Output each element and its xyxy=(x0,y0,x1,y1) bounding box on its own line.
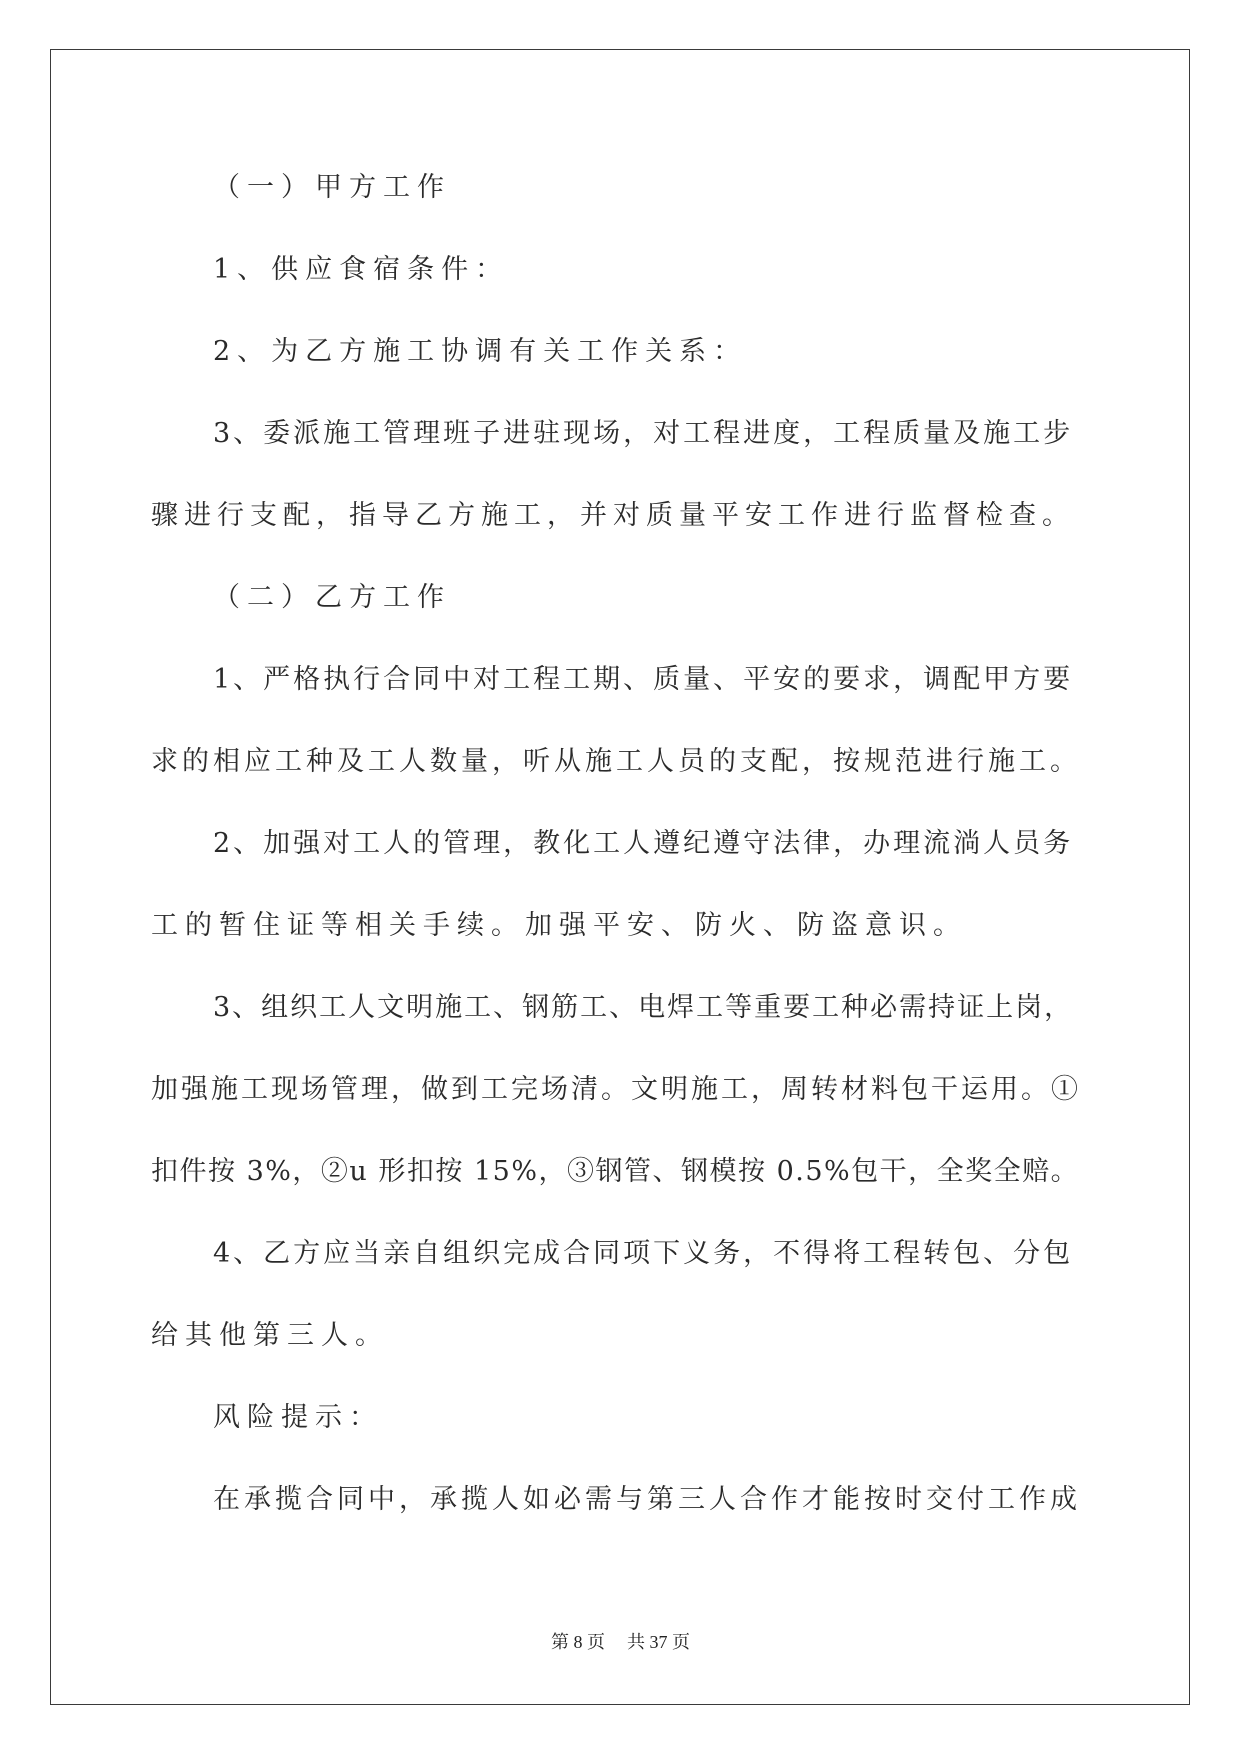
paragraph-line: 加强施工现场管理，做到工完场清。文明施工，周转材料包干运用。① xyxy=(151,1074,1081,1105)
paragraph-line: 1、严格执行合同中对工程工期、质量、平安的要求，调配甲方要 xyxy=(213,664,1074,695)
section-heading-party-b: （二）乙方工作 xyxy=(213,582,451,613)
page-total: 共 37 页 xyxy=(627,1632,690,1652)
paragraph-line: 给其他第三人。 xyxy=(151,1320,389,1351)
paragraph-line: 求的相应工种及工人数量，听从施工人员的支配，按规范进行施工。 xyxy=(151,746,1081,777)
page-border xyxy=(50,49,1190,1705)
paragraph-line: 骤进行支配，指导乙方施工，并对质量平安工作进行监督检查。 xyxy=(151,500,1075,531)
page-number: 第 8 页 xyxy=(551,1632,605,1652)
paragraph-line: 3、委派施工管理班子进驻现场，对工程进度，工程质量及施工步 xyxy=(213,418,1074,449)
paragraph-line: 工的暂住证等相关手续。加强平安、防火、防盗意识。 xyxy=(151,910,967,941)
paragraph-line: 1、供应食宿条件： xyxy=(213,254,510,285)
paragraph-line: 2、加强对工人的管理，教化工人遵纪遵守法律，办理流淌人员务 xyxy=(213,828,1074,859)
paragraph-line: 在承揽合同中，承揽人如必需与第三人合作才能按时交付工作成 xyxy=(213,1484,1081,1515)
paragraph-line: 4、乙方应当亲自组织完成合同项下义务，不得将工程转包、分包 xyxy=(213,1238,1074,1269)
page-footer xyxy=(0,1628,1241,1654)
risk-notice-heading: 风险提示： xyxy=(213,1402,383,1433)
section-heading-party-a: （一）甲方工作 xyxy=(213,172,451,203)
paragraph-line: 3、组织工人文明施工、钢筋工、电焊工等重要工种必需持证上岗， xyxy=(213,992,1074,1023)
paragraph-line: 扣件按 3%，②u 形扣按 15%，③钢管、钢模按 0.5%包干，全奖全赔。 xyxy=(151,1156,1080,1187)
paragraph-line: 2、为乙方施工协调有关工作关系： xyxy=(213,336,748,367)
